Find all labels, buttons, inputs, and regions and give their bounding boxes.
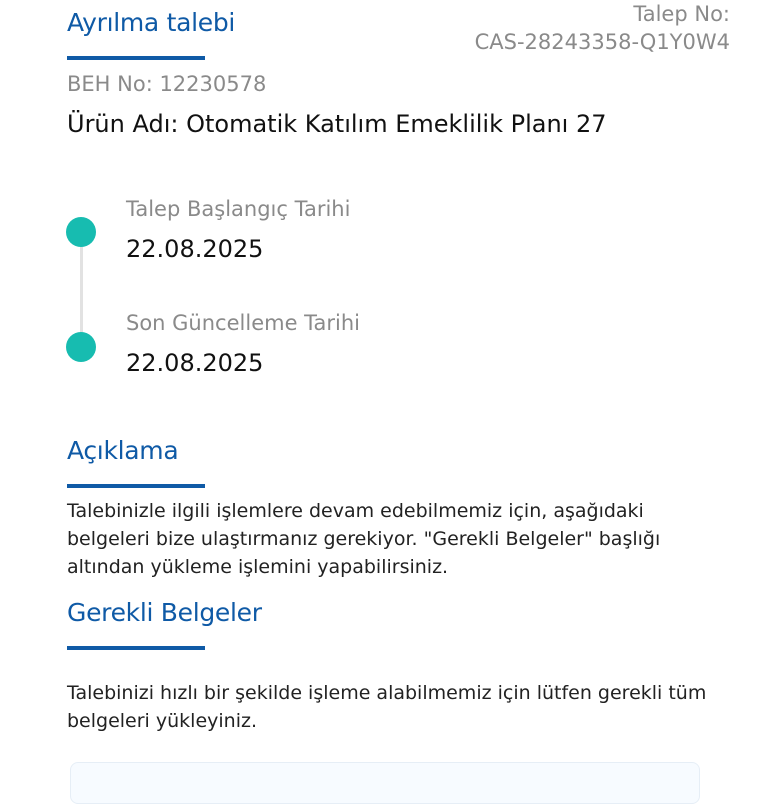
timeline-line: [80, 232, 83, 347]
start-date-label: Talep Başlangıç Tarihi: [126, 197, 351, 221]
documents-text: Talebinizi hızlı bir şekilde işleme alabilmemiz için lütfen gerekli tüm belgeleri yükleyiniz.: [67, 682, 707, 732]
start-date: 22.08.2025: [126, 235, 264, 263]
timeline-dot: [66, 217, 96, 247]
description-title: Açıklama: [67, 436, 179, 465]
request-number-block: [475, 0, 730, 56]
page-title: Ayrılma talebi: [67, 8, 236, 37]
title-underline: [67, 56, 205, 60]
request-number-label: Talep No:: [633, 2, 730, 26]
documents-underline: [67, 646, 205, 650]
beh-number: BEH No: 12230578: [67, 72, 267, 96]
product-name: Ürün Adı: Otomatik Katılım Emeklilik Planı 27: [67, 110, 607, 138]
timeline-dot: [66, 332, 96, 362]
request-number: CAS-28243358-Q1Y0W4: [474, 30, 730, 54]
documents-title: Gerekli Belgeler: [67, 598, 262, 627]
update-date-label: Son Güncelleme Tarihi: [126, 311, 360, 335]
description-text: Talebinizle ilgili işlemlere devam edebilmemiz için, aşağıdaki belgeleri bize ulaştırmanız gerekiyor. "Gerekli Belgeler" başlığı altından yükleme işlemini yapabilirsiniz.: [67, 500, 661, 578]
document-card[interactable]: [70, 762, 700, 804]
update-date: 22.08.2025: [126, 349, 264, 377]
description-underline: [67, 484, 205, 488]
